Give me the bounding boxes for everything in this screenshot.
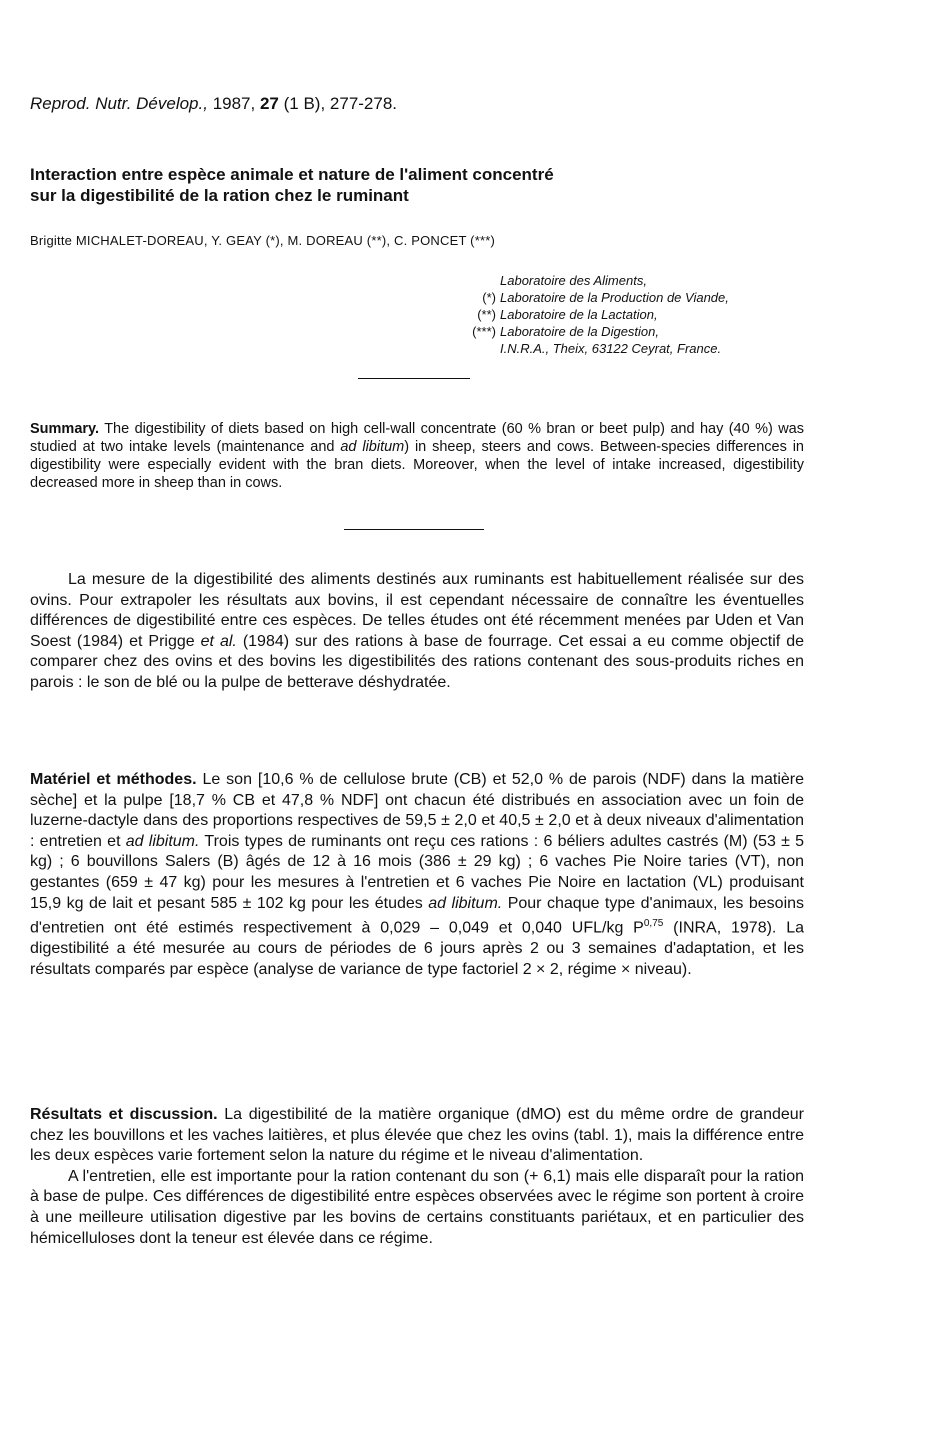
affiliation-row [440,289,729,306]
methods-superscript: 0,75 [643,918,664,930]
summary-abstract [30,420,804,492]
title-line-1: Interaction entre espèce animale et nature de l'aliment concentré [30,165,554,184]
journal-name: Reprod. Nutr. Dévelop., [30,94,208,113]
methods-italic: ad libitum. [125,832,200,850]
results-text: La digestibilité de la matière organique (dMO) est du même ordre de grandeur chez les bouvillons et les vaches laitières, et plus élevée que chez les ovins (tabl. 1), mais la différence entre les deux espèces varie fortement selon la nature du régime et le niveau d'alimentation. [30,1106,804,1165]
separator-rule [344,529,484,530]
author-list: Brigitte MICHALET-DOREAU, Y. GEAY (*), M. DOREAU (**), C. PONCET (***) [30,233,495,248]
intro-italic: et al. [200,632,237,650]
methods-text: Pour chaque type d'animaux, les besoins d'entretien ont été estimés respectivement à 0,029 – 0,049 et 0,040 UFL/kg P [30,894,805,937]
journal-volume: 27 [259,94,279,113]
summary-text: The digestibility of diets based on high cell-wall concentrate (60 % bran or beet pulp) and hay (40 %) was studied at two intake levels (maintenance and [30,421,804,455]
journal-year: 1987, [212,94,256,113]
summary-label: Summary. [30,421,100,437]
separator-rule [358,378,470,379]
intro-text: (1984) sur des rations à base de fourrage. Cet essai a eu comme objectif de comparer chez des ovins et des bovins les digestibilités des rations contenant des sous-produits riches en parois : le son de blé ou la pulpe de betterave déshydratée. [30,632,805,691]
methods-section [30,770,804,980]
affiliation-mark [440,340,500,357]
methods-text: Le son [10,6 % de cellulose brute (CB) et 52,0 % de parois (NDF) dans la matière sèche] et la pulpe [18,7 % CB et 47,8 % NDF] ont chacun été distribués en association avec un foin de luzerne-dactyle dans des proportions respectives de 59,5 ± 2,0 et 40,5 ± 2,0 et à deux niveaux d'alimentation : entretien et [30,771,804,850]
methods-heading: Matériel et méthodes. [30,771,197,788]
journal-citation [30,94,397,114]
affiliation-mark: (***) [472,324,496,339]
affiliation-text: Laboratoire de la Digestion, [500,324,659,339]
affiliation-mark [440,272,500,289]
affiliation-mark: (*) [482,290,496,305]
methods-text: Trois types de ruminants ont reçu ces rations : 6 béliers adultes castrés (M) (53 ± 5 kg) ; 6 bouvillons Salers (B) âgés de 12 à 16 mois (386 ± 29 kg) ; 6 vaches Pie Noire taries (VT), non gestantes (659 ± 47 kg) pour les mesures à l'entretien et 6 vaches Pie Noire en lactation (VL) produisant 15,9 kg de lait et pesant 585 ± 102 kg pour les études [30,832,805,912]
affiliation-text: Laboratoire de la Lactation, [500,307,658,322]
affiliations [440,272,729,357]
summary-text: ) in sheep, steers and cows. Between-species differences in digestibility were especially evident with the bran diets. Moreover, when the level of intake increased, digestibility decreased more in sheep than in cows. [30,439,804,491]
affiliation-mark: (**) [477,307,496,322]
affiliation-text: I.N.R.A., Theix, 63122 Ceyrat, France. [500,341,722,356]
results-section [30,1105,804,1249]
results-heading: Résultats et discussion. [30,1106,218,1123]
affiliation-row [440,272,729,289]
affiliation-row [440,306,729,323]
intro-paragraph [30,570,804,694]
results-paragraph-2: A l'entretien, elle est importante pour la ration contenant du son (+ 6,1) mais elle disparaît pour la ration à base de pulpe. Ces différences de digestibilité entre espèces observées avec le régime son portent à croire à une meilleure utilisation digestive par les bovins de certains constituants pariétaux, et en particulier des hémicelluloses dont la teneur est élevée dans ce régime. [30,1167,804,1247]
methods-text: (INRA, 1978). La digestibilité a été mesurée au cours de périodes de 6 jours après 2 ou 3 semaines d'adaptation, et les résultats comparés par espèce (analyse de variance de type factoriel 2 × 2, régime × niveau). [30,919,804,978]
intro-text: La mesure de la digestibilité des aliments destinés aux ruminants est habituellement réalisée sur des ovins. Pour extrapoler les résultats aux bovins, il est cependant nécessaire de connaître les éventuelles différences de digestibilité entre ces espèces. De telles études ont été récemment menées par Uden et Van Soest (1984) et Prigge [30,571,804,650]
affiliation-text: Laboratoire des Aliments, [500,273,647,288]
summary-italic: ad libitum [340,439,405,455]
methods-italic: ad libitum. [428,894,503,912]
journal-issue-pages: (1 B), 277-278. [283,94,398,113]
affiliation-text: Laboratoire de la Production de Viande, [500,290,729,305]
title-line-2: sur la digestibilité de la ration chez le ruminant [30,186,409,205]
affiliation-row [440,323,729,340]
affiliation-row [440,340,729,357]
article-title [30,164,790,206]
